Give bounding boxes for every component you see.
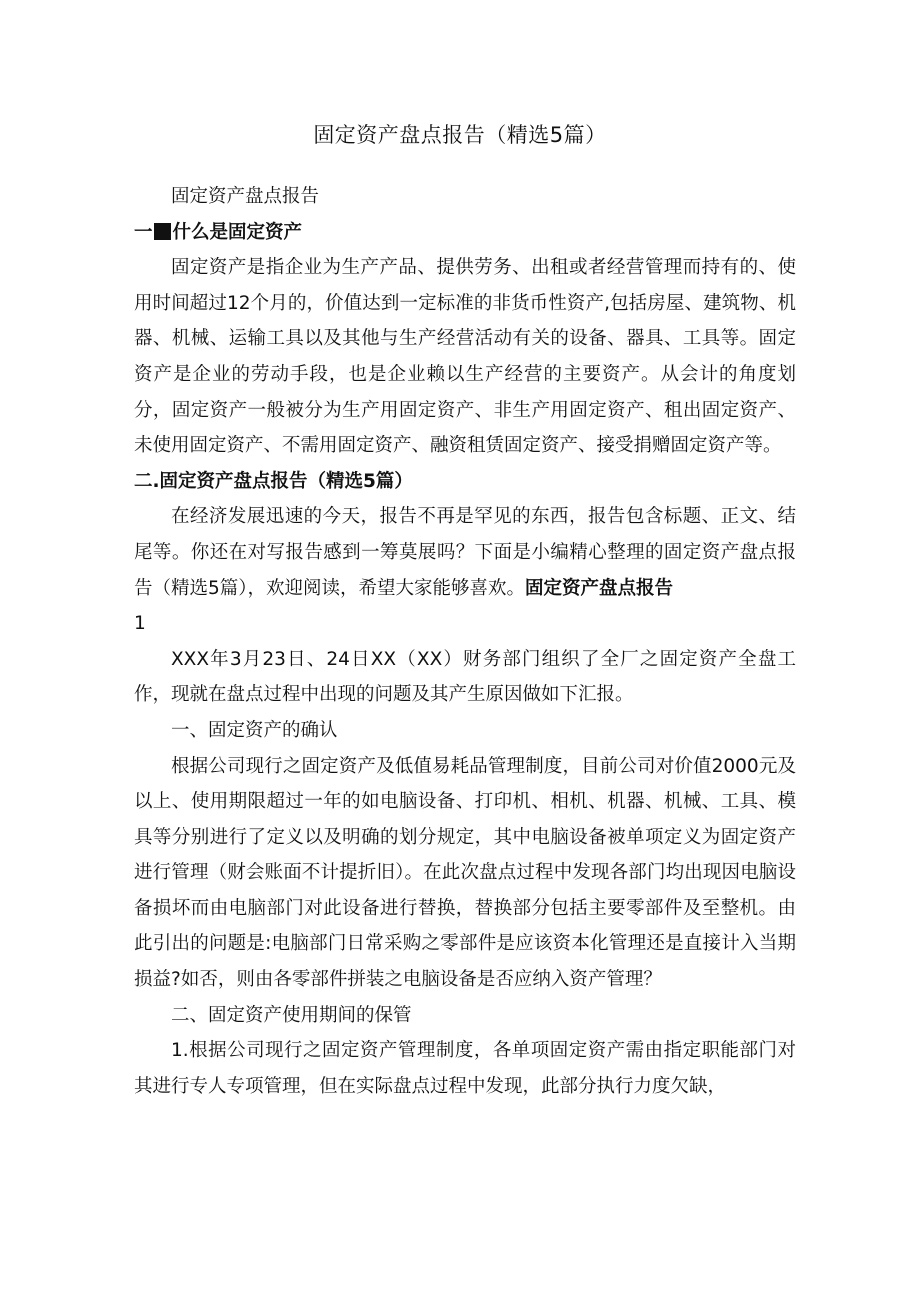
paragraph-confirmation: 根据公司现行之固定资产及低值易耗品管理制度，目前公司对价值2000元及以上、使用期限超过一年的如电脑设备、打印机、相机、机器、机械、工具、模具等分别进行了定义以及明确的划分规定，其中电脑设备被单项定义为固定资产进行管理（财会账面不计提折旧）。在此次盘点过程中发现各部门均出现因电脑设备损坏而由电脑部门对此设备进行替换，替换部分包括主要零部件及至整机。由此引出的问题是:电脑部门日常采购之零部件是应该资本化管理还是直接计入当期损益?如否，则由各零部件拼装之电脑设备是否应纳入资产管理？: [134, 755, 796, 991]
paragraph-custody: 1.根据公司现行之固定资产管理制度，各单项固定资产需由指定职能部门对其进行专人专项管理，但在实际盘点过程中发现，此部分执行力度欠缺，: [134, 1040, 796, 1097]
square-bullet-icon: [154, 223, 171, 240]
intro-text: 在经济发展迅速的今天，报告不再是罕见的东西，报告包含标题、正文、结尾等。你还在对写报告感到一筹莫展吗？下面是小编精心整理的固定资产盘点报告（精选5篇），欢迎阅读，希望大家能够喜欢。: [134, 506, 796, 599]
section-heading-1: [134, 215, 796, 251]
paragraph-definition: 固定资产是指企业为生产产品、提供劳务、出租或者经营管理而持有的、使用时间超过12个月的，价值达到一定标准的非货币性资产,包括房屋、建筑物、机器、机械、运输工具以及其他与生产经营活动有关的设备、器具、工具等。固定资产是企业的劳动手段，也是企业赖以生产经营的主要资产。从会计的角度划分，固定资产一般被分为生产用固定资产、非生产用固定资产、租出固定资产、未使用固定资产、不需用固定资产、融资租赁固定资产、接受捐赠固定资产等。: [134, 257, 796, 457]
report-number: 1: [134, 613, 146, 635]
paragraph-intro: [134, 499, 796, 641]
document-body: [134, 179, 796, 1104]
report-heading-inline: 固定资产盘点报告: [525, 577, 674, 599]
document-title: 固定资产盘点报告（精选5篇）: [313, 123, 607, 147]
subtitle: 固定资产盘点报告: [171, 186, 320, 207]
section-heading-text: 什么是固定资产: [172, 221, 303, 243]
part-heading-1: 一、固定资产的确认: [171, 719, 338, 741]
section-number: 一: [134, 221, 153, 243]
part-heading-2: 二、固定资产使用期间的保管: [171, 1004, 412, 1026]
paragraph-opening: XXX年3月23日、24日XX（XX）财务部门组织了全厂之固定资产全盘工作，现就在盘点过程中出现的问题及其产生原因做如下汇报。: [134, 648, 796, 706]
section-heading-2: 二.固定资产盘点报告（精选5篇）: [134, 470, 413, 492]
